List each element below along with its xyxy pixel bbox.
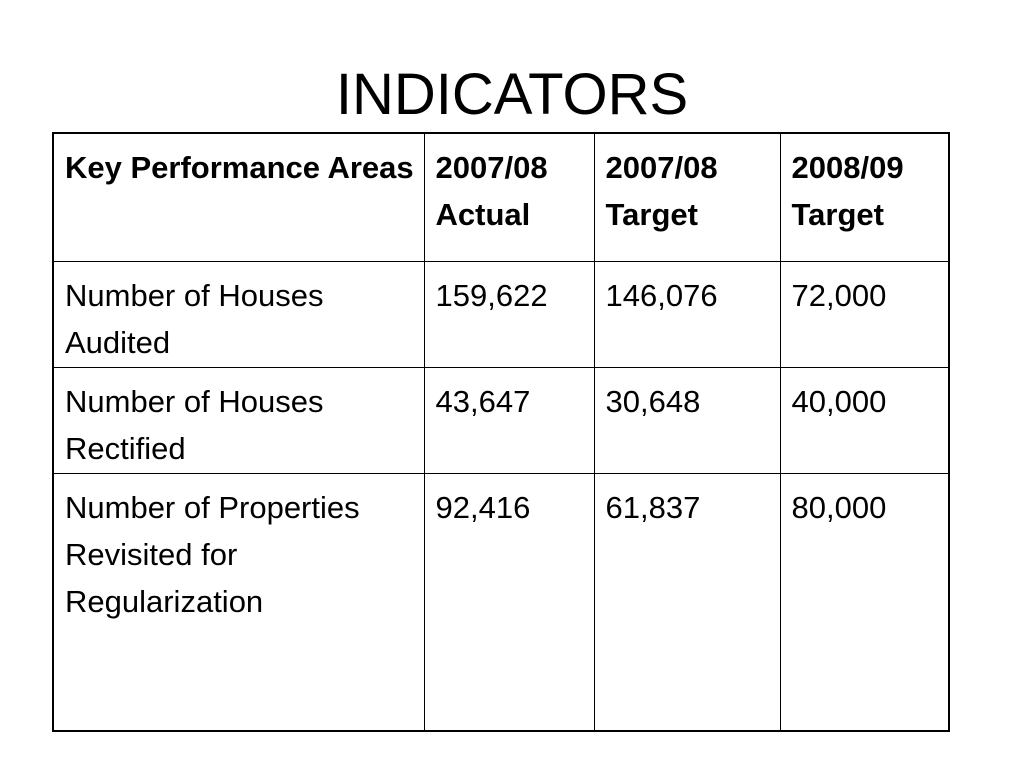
table-row — [53, 473, 949, 731]
header-2007-08-actual: 2007/08 Actual — [424, 133, 594, 261]
slide-title: INDICATORS — [335, 62, 689, 127]
row-target-2007-08-cell: 61,837 — [594, 473, 780, 731]
header-2007-08-target: 2007/08 Target — [594, 133, 780, 261]
indicators-table — [52, 132, 950, 732]
row-area-cell: Number of Houses Rectified — [53, 367, 424, 473]
table-row — [53, 261, 949, 367]
table-header-row — [53, 133, 949, 261]
row-actual-2007-08-cell: 92,416 — [424, 473, 594, 731]
row-area-cell: Number of Houses Audited — [53, 261, 424, 367]
row-target-2007-08-cell: 30,648 — [594, 367, 780, 473]
row-target-2008-09-cell: 72,000 — [780, 261, 949, 367]
row-target-2007-08-cell: 146,076 — [594, 261, 780, 367]
table-row — [53, 367, 949, 473]
header-2008-09-target: 2008/09 Target — [780, 133, 949, 261]
header-key-performance-areas: Key Performance Areas — [53, 133, 424, 261]
row-area-cell: Number of Properties Revisited for Regularization — [53, 473, 424, 731]
row-actual-2007-08-cell: 43,647 — [424, 367, 594, 473]
row-target-2008-09-cell: 80,000 — [780, 473, 949, 731]
row-target-2008-09-cell: 40,000 — [780, 367, 949, 473]
row-actual-2007-08-cell: 159,622 — [424, 261, 594, 367]
